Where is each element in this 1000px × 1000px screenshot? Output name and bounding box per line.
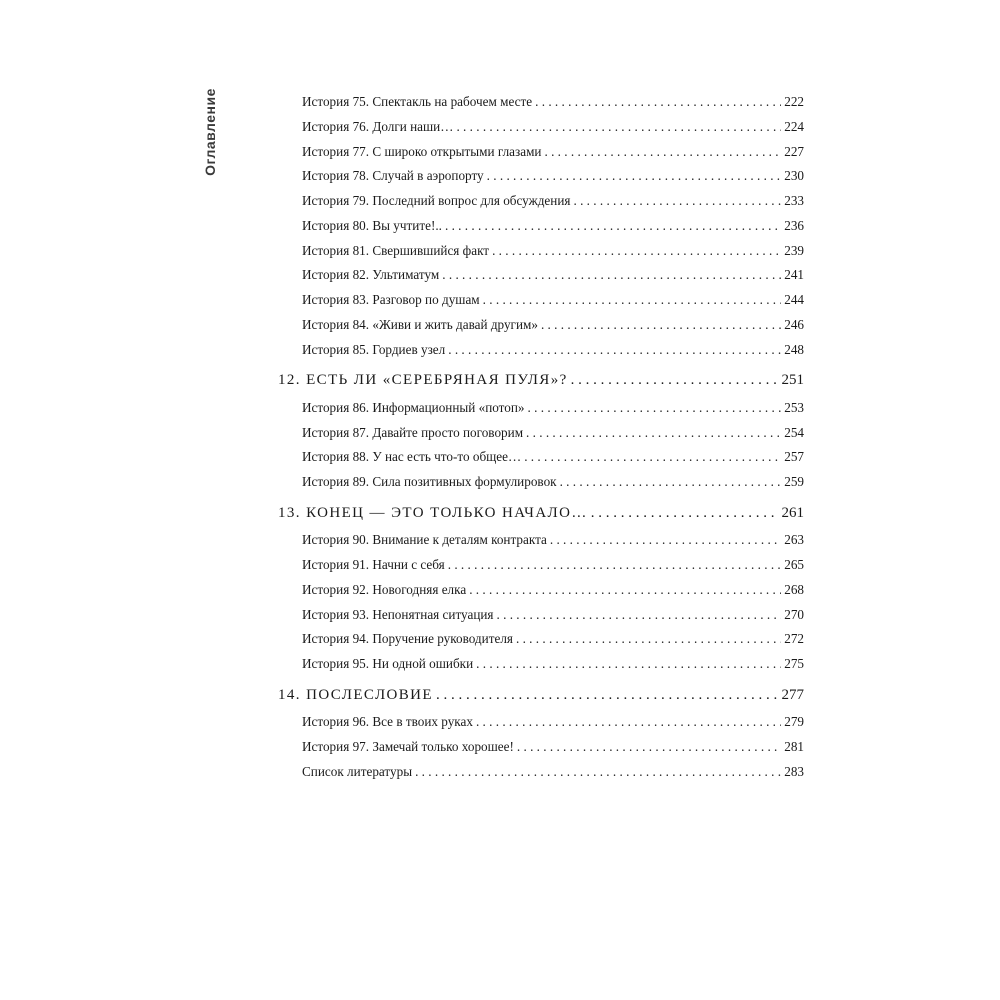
dot-leader bbox=[497, 603, 782, 628]
toc-story-row bbox=[278, 578, 804, 603]
toc-entry-title: История 94. Поручение руководителя bbox=[302, 631, 513, 647]
dot-leader bbox=[517, 735, 781, 760]
toc-story-row bbox=[278, 553, 804, 578]
toc-page-number: 239 bbox=[784, 242, 804, 258]
dot-leader bbox=[448, 553, 782, 578]
dot-leader bbox=[476, 710, 781, 735]
toc-entry-title: История 96. Все в твоих руках bbox=[302, 714, 473, 730]
toc-entry-title: 13. КОНЕЦ — ЭТО ТОЛЬКО НАЧАЛО… bbox=[278, 504, 588, 521]
toc-entry-title: История 92. Новогодняя елка bbox=[302, 581, 467, 597]
dot-leader bbox=[448, 338, 781, 363]
toc-story-row bbox=[278, 239, 804, 264]
toc-story-row bbox=[278, 189, 804, 214]
dot-leader bbox=[544, 140, 781, 165]
dot-leader bbox=[571, 366, 779, 396]
toc-entry-title: История 93. Непонятная ситуация bbox=[302, 606, 494, 622]
toc-entry-title: История 87. Давайте просто поговорим bbox=[302, 424, 524, 440]
toc-story-row bbox=[278, 338, 804, 363]
dot-leader bbox=[560, 470, 782, 495]
toc-story-row bbox=[278, 263, 804, 288]
toc-entry-title: История 86. Информационный «потоп» bbox=[302, 399, 525, 415]
toc-page-number: 281 bbox=[784, 739, 804, 754]
toc-entry-title: История 81. Свершившийся факт bbox=[302, 242, 490, 258]
toc-entry-title: История 75. Спектакль на рабочем месте bbox=[302, 94, 533, 109]
toc-story-row bbox=[278, 90, 804, 115]
toc-page-number: 227 bbox=[784, 143, 804, 159]
toc-story-row bbox=[278, 421, 804, 446]
dot-leader bbox=[550, 528, 781, 553]
toc-page-number: 251 bbox=[781, 372, 804, 389]
toc-entry-title: 14. ПОСЛЕСЛОВИЕ bbox=[278, 686, 433, 703]
dot-leader bbox=[456, 115, 781, 140]
dot-leader bbox=[476, 652, 781, 677]
toc-page-number: 268 bbox=[784, 581, 804, 597]
toc-page-number: 272 bbox=[784, 631, 804, 647]
toc-entry-title: История 78. Случай в аэропорту bbox=[302, 168, 484, 184]
toc-story-row bbox=[278, 288, 804, 313]
toc-story-row bbox=[278, 627, 804, 652]
toc-entry-title: История 97. Замечай только хорошее! bbox=[302, 739, 514, 754]
toc-page-number: 253 bbox=[784, 399, 804, 415]
toc-page-number: 265 bbox=[784, 557, 804, 572]
toc-story-row bbox=[278, 760, 804, 785]
toc-story-row bbox=[278, 140, 804, 165]
dot-leader bbox=[442, 263, 781, 288]
toc-entry-title: История 79. Последний вопрос для обсуждения bbox=[302, 193, 571, 208]
toc-story-row bbox=[278, 652, 804, 677]
toc-page-number: 277 bbox=[781, 686, 804, 703]
toc-page-number: 261 bbox=[781, 504, 804, 521]
dot-leader bbox=[573, 189, 781, 214]
toc-chapter-row bbox=[278, 495, 804, 529]
toc-story-row bbox=[278, 214, 804, 239]
toc-entry-title: История 88. У нас есть что-то общее… bbox=[302, 449, 522, 465]
toc-story-row bbox=[278, 470, 804, 495]
dot-leader bbox=[469, 578, 781, 603]
running-header-text: Оглавление bbox=[202, 88, 218, 176]
toc-story-row bbox=[278, 603, 804, 628]
toc-entry-title: История 80. Вы учтите!.. bbox=[302, 217, 442, 233]
toc-page-number: 275 bbox=[784, 656, 804, 671]
dot-leader bbox=[492, 239, 781, 264]
dot-leader bbox=[445, 214, 781, 239]
toc-entry-title: История 91. Начни с себя bbox=[302, 557, 445, 572]
toc-story-row bbox=[278, 115, 804, 140]
toc-entry-title: История 82. Ультиматум bbox=[302, 267, 440, 283]
toc-page-number: 279 bbox=[784, 714, 804, 730]
toc-page-number: 248 bbox=[784, 341, 804, 357]
toc-chapter-row bbox=[278, 362, 804, 396]
toc-page-number: 236 bbox=[784, 217, 804, 233]
dot-leader bbox=[524, 445, 781, 470]
toc-chapter-row bbox=[278, 677, 804, 711]
dot-leader bbox=[415, 760, 781, 785]
toc-page-number: 233 bbox=[784, 193, 804, 208]
toc-entry-title: История 83. Разговор по душам bbox=[302, 292, 480, 307]
dot-leader bbox=[591, 499, 779, 529]
toc-story-row bbox=[278, 445, 804, 470]
toc-entry-title: История 90. Внимание к деталям контракта bbox=[302, 532, 547, 548]
toc-page-number: 241 bbox=[784, 267, 804, 283]
dot-leader bbox=[487, 164, 782, 189]
toc-entry-title: История 89. Сила позитивных формулировок bbox=[302, 474, 557, 489]
toc-entry-title: История 95. Ни одной ошибки bbox=[302, 656, 474, 671]
toc-page-number: 283 bbox=[784, 763, 804, 779]
toc-page-number: 254 bbox=[784, 424, 804, 440]
dot-leader bbox=[516, 627, 781, 652]
toc-story-row bbox=[278, 735, 804, 760]
toc-story-row bbox=[278, 396, 804, 421]
toc-story-row bbox=[278, 313, 804, 338]
toc-story-row bbox=[278, 528, 804, 553]
toc-entry-title: 12. ЕСТЬ ЛИ «СЕРЕБРЯНАЯ ПУЛЯ»? bbox=[278, 372, 568, 389]
toc-entry-title: История 85. Гордиев узел bbox=[302, 341, 446, 357]
toc-story-row bbox=[278, 164, 804, 189]
toc-page-number: 230 bbox=[784, 168, 804, 184]
toc-entry-title: История 76. Долги наши… bbox=[302, 118, 454, 134]
dot-leader bbox=[436, 681, 779, 711]
running-header bbox=[200, 88, 220, 176]
toc-page-number: 257 bbox=[784, 449, 804, 465]
dot-leader bbox=[528, 396, 782, 421]
dot-leader bbox=[541, 313, 781, 338]
dot-leader bbox=[483, 288, 782, 313]
toc-entry-title: Список литературы bbox=[302, 763, 413, 779]
toc-entry-title: История 84. «Живи и жить давай другим» bbox=[302, 316, 538, 332]
dot-leader bbox=[526, 421, 781, 446]
toc-page-number: 270 bbox=[784, 606, 804, 622]
toc-page-number: 244 bbox=[784, 292, 804, 307]
toc-story-row bbox=[278, 710, 804, 735]
dot-leader bbox=[535, 90, 781, 115]
table-of-contents bbox=[278, 90, 804, 785]
toc-page-number: 259 bbox=[784, 474, 804, 489]
toc-page-number: 263 bbox=[784, 532, 804, 548]
toc-page-number: 224 bbox=[784, 118, 804, 134]
toc-page-number: 246 bbox=[784, 316, 804, 332]
toc-entry-title: История 77. С широко открытыми глазами bbox=[302, 143, 542, 159]
toc-page-number: 222 bbox=[784, 94, 804, 109]
